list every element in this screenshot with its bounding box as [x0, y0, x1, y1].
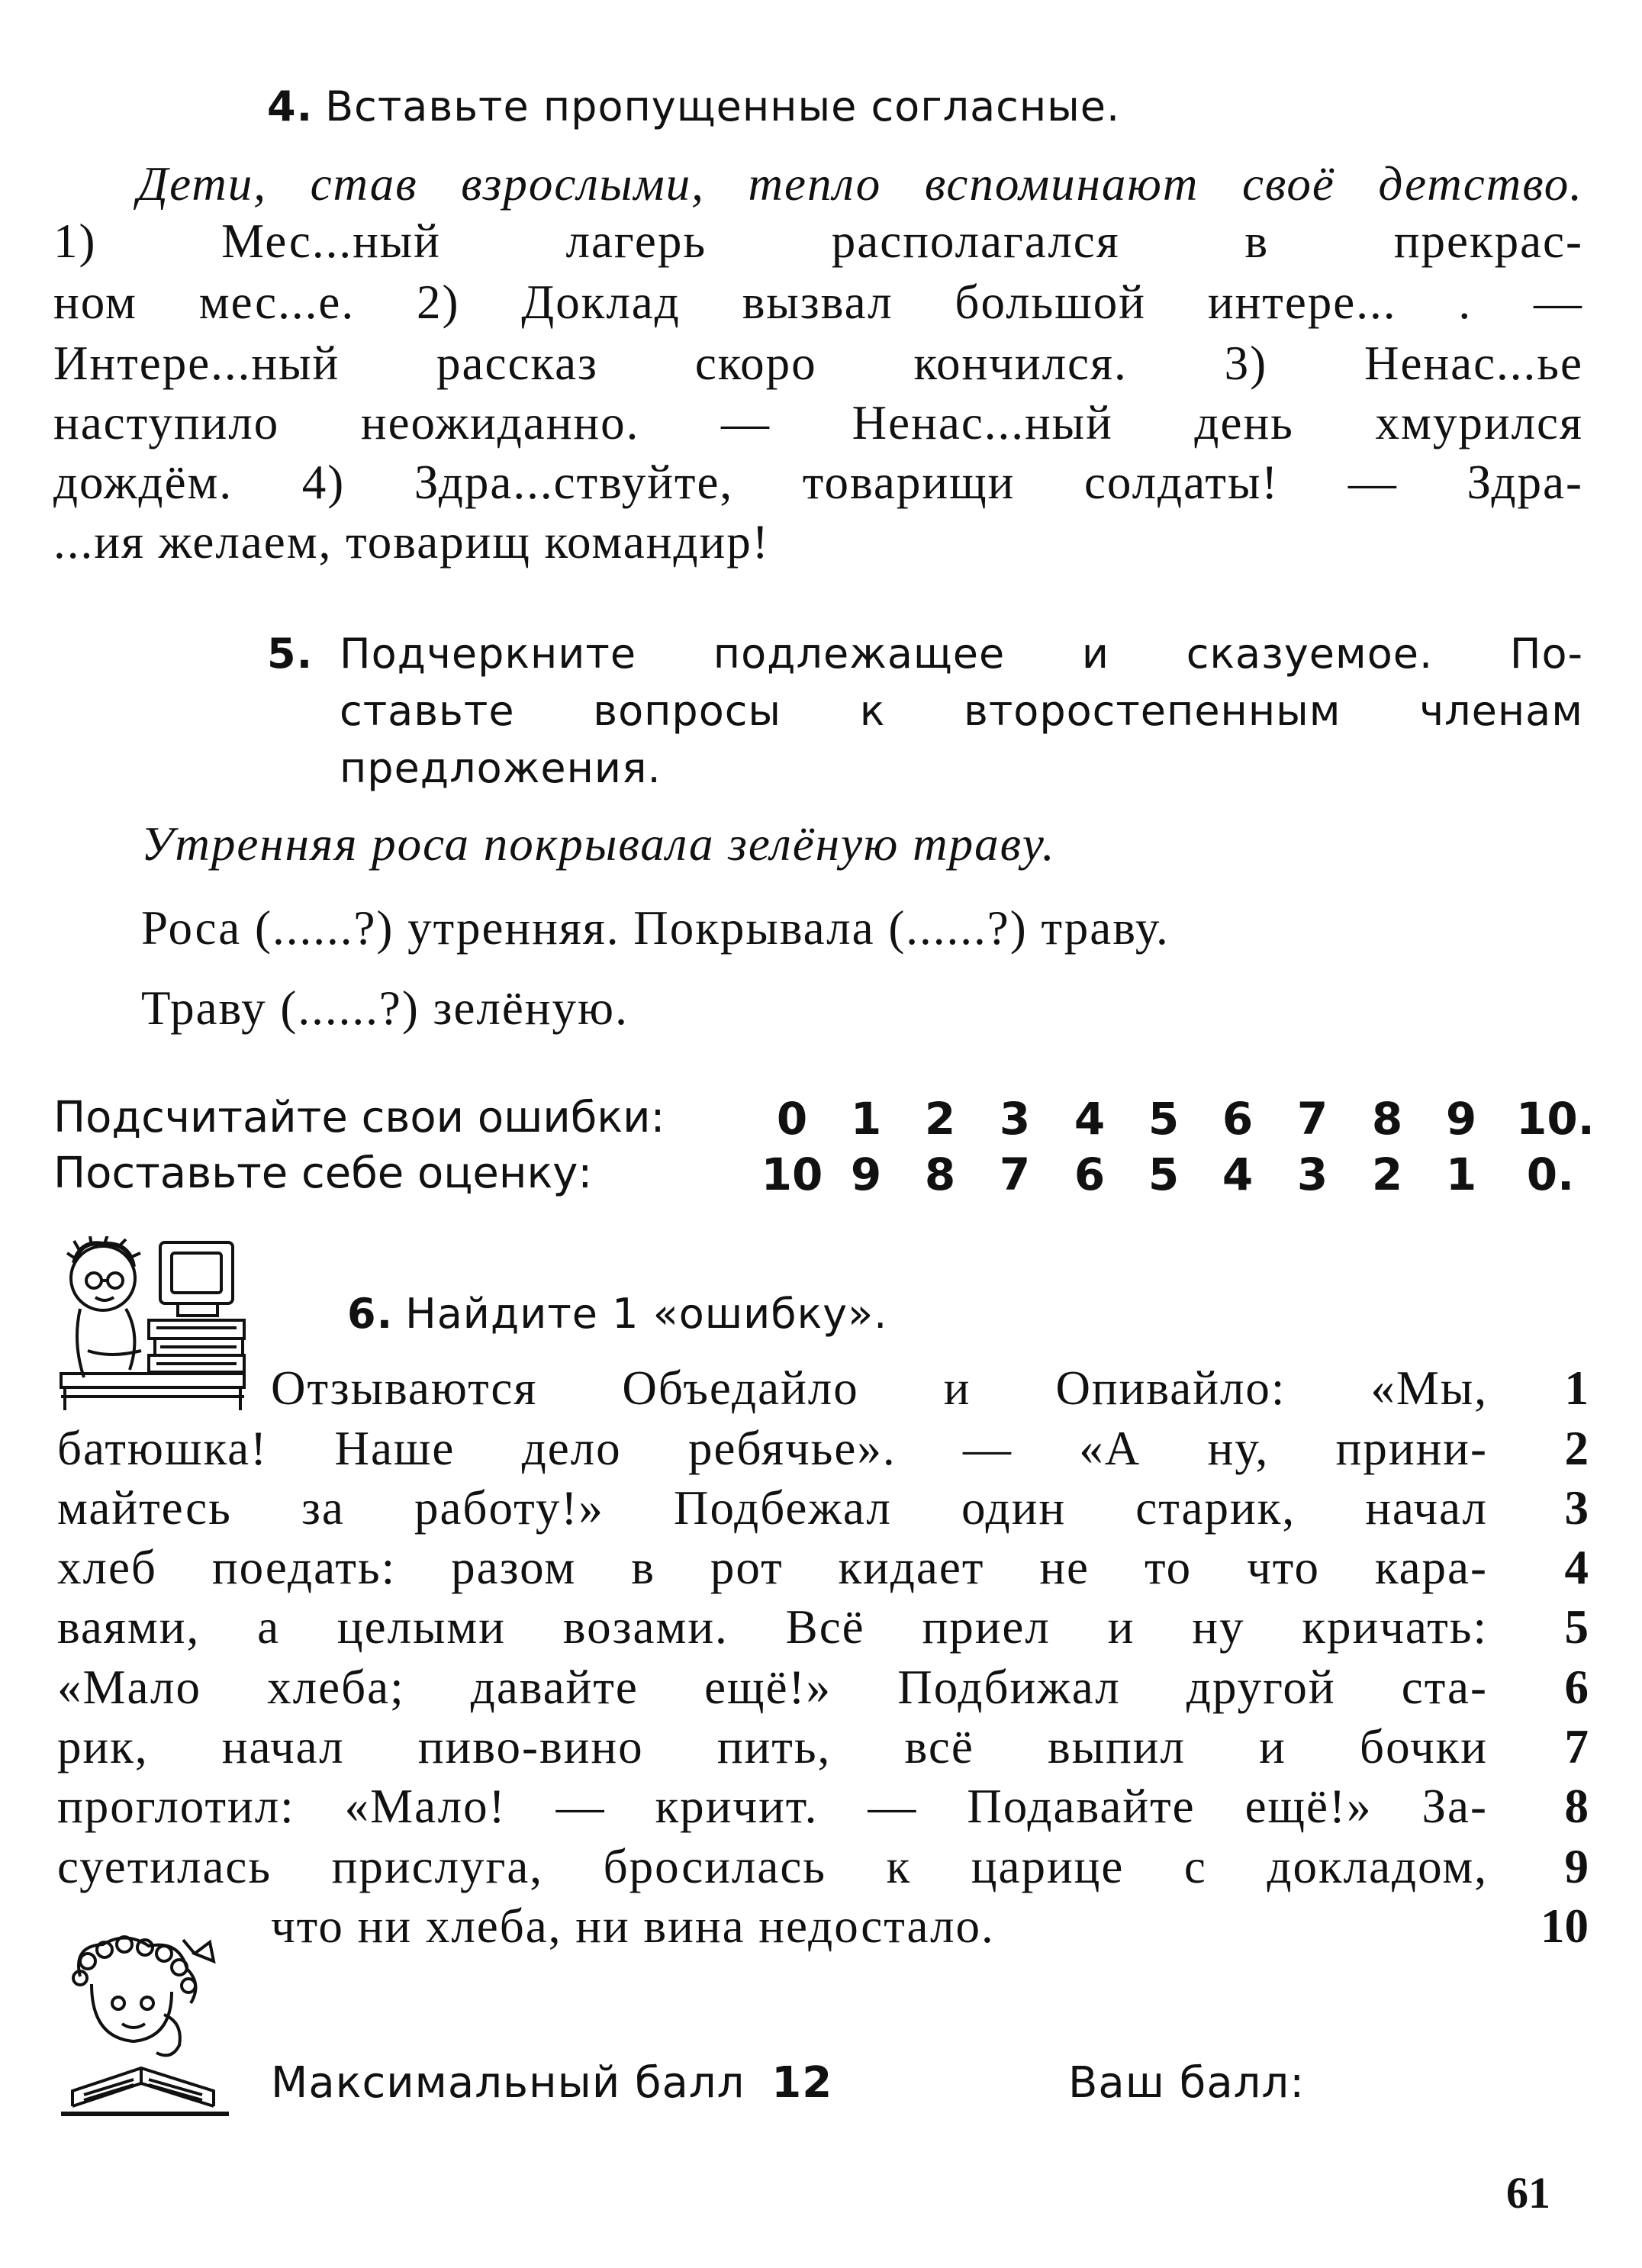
task5-heading-line-1: Подчеркните подлежащее и сказуемое. По-	[340, 630, 1583, 678]
task4-line-2: ном мес...е. 2) Доклад вызвал большой интере... . —	[53, 275, 1583, 329]
task5-sentence: Утренняя роса покрывала зелёную траву.	[141, 817, 1056, 871]
errors-scale-value-2: 2	[924, 1093, 956, 1145]
task6-line-number-6: 6	[1564, 1661, 1589, 1714]
task4-intro: Дети, став взрослыми, тепло вспоминают своё детство.	[137, 157, 1583, 211]
task6-line-2: батюшка! Наше дело ребячье». — «А ну, прини-	[57, 1422, 1488, 1475]
grade-scale-value-9: 1	[1445, 1148, 1477, 1200]
task5-heading-line-3: предложения.	[340, 744, 662, 792]
grade-scale-value-7: 3	[1296, 1148, 1328, 1200]
task6-line-number-10: 10	[1541, 1899, 1589, 1953]
task4-line-4: наступило неожиданно. — Ненас...ный день хмурился	[53, 396, 1583, 449]
errors-scale-value-7: 7	[1296, 1093, 1328, 1145]
task6-line-number-8: 8	[1564, 1780, 1589, 1833]
max-score	[271, 2058, 832, 2108]
grade-scale-value-6: 4	[1222, 1148, 1254, 1200]
errors-scale-value-9: 9	[1445, 1093, 1477, 1145]
task6-line-9: суетилась прислуга, бросилась к царице с докладом,	[57, 1840, 1488, 1893]
task4-line-5: дождём. 4) Здра...ствуйте, товарищи солдаты! — Здра-	[53, 456, 1583, 509]
errors-scale-value-1: 1	[850, 1093, 882, 1145]
task6-line-number-4: 4	[1564, 1541, 1589, 1594]
grade-scale-value-8: 2	[1371, 1148, 1403, 1200]
task4-line-3: Интере...ный рассказ скоро кончился. 3) Ненас...ье	[53, 337, 1583, 390]
max-score-label: Максимальный балл	[271, 2058, 745, 2108]
task4-line-6: ...ия желаем, товарищ командир!	[53, 515, 770, 569]
task6-line-number-9: 9	[1564, 1840, 1589, 1893]
task6-heading	[347, 1290, 887, 1338]
task6-heading-text: Найдите 1 «ошибку».	[405, 1290, 888, 1338]
task5-answer-line-2: Траву (......?) зелёную.	[141, 981, 629, 1035]
max-score-value: 12	[771, 2058, 833, 2108]
task6-line-number-7: 7	[1564, 1720, 1589, 1773]
task4-number: 4.	[267, 82, 314, 130]
grade-label: Поставьте себе оценку:	[53, 1148, 593, 1198]
grade-scale-value-5: 5	[1148, 1148, 1180, 1200]
your-score-label: Ваш балл:	[1068, 2058, 1306, 2108]
task4-line-1: 1) Мес...ный лагерь располагался в прекрас-	[53, 214, 1583, 268]
errors-scale-value-3: 3	[999, 1093, 1031, 1145]
grade-scale-value-2: 8	[924, 1148, 956, 1200]
task6-line-8: проглотил: «Мало! — кричит. — Подавайте ещё!» За-	[57, 1780, 1488, 1833]
task6-line-number-2: 2	[1564, 1422, 1589, 1475]
task6-line-number-1: 1	[1564, 1361, 1589, 1415]
task4-heading-text: Вставьте пропущенные согласные.	[325, 82, 1121, 130]
page-number: 61	[1506, 2168, 1550, 2218]
errors-scale-value-0: 0	[776, 1093, 808, 1145]
task6-line-number-3: 3	[1564, 1481, 1589, 1535]
errors-scale-value-6: 6	[1222, 1093, 1254, 1145]
grade-scale-value-0: 10	[761, 1148, 823, 1200]
grade-scale-value-4: 6	[1074, 1148, 1106, 1200]
task6-number: 6.	[347, 1290, 394, 1338]
task6-line-10: что ни хлеба, ни вина недостало.	[271, 1899, 995, 1953]
task6-line-1: Отзываются Объедайло и Опивайло: «Мы,	[271, 1361, 1488, 1415]
task6-line-6: «Мало хлеба; давайте ещё!» Подбижал другой ста-	[57, 1661, 1488, 1714]
grade-scale-value-1: 9	[850, 1148, 882, 1200]
errors-scale-value-10: 10.	[1516, 1093, 1595, 1145]
task5-number: 5.	[267, 630, 314, 678]
errors-scale-value-4: 4	[1074, 1093, 1106, 1145]
errors-label: Подсчитайте свои ошибки:	[53, 1093, 665, 1142]
task6-line-4: хлеб поедать: разом в рот кидает не то что кара-	[57, 1541, 1488, 1594]
grade-scale-value-10: 0.	[1526, 1148, 1575, 1200]
task4-heading	[267, 82, 1120, 130]
errors-scale-value-5: 5	[1148, 1093, 1180, 1145]
errors-scale-value-8: 8	[1371, 1093, 1403, 1145]
task6-line-number-5: 5	[1564, 1600, 1589, 1654]
task6-line-5: ваями, а целыми возами. Всё приел и ну кричать:	[57, 1600, 1488, 1654]
reading-girl-illustration	[57, 1931, 233, 2121]
task6-line-7: рик, начал пиво-вино пить, всё выпил и бочки	[57, 1720, 1488, 1773]
task5-answer-line-1: Роса (......?) утренняя. Покрывала (......?) траву.	[141, 901, 1170, 955]
task5-heading-line-2: ставьте вопросы к второстепенным членам	[340, 687, 1583, 735]
child-computer-illustration	[57, 1236, 248, 1416]
grade-scale-value-3: 7	[999, 1148, 1031, 1200]
task6-line-3: майтесь за работу!» Подбежал один старик, начал	[57, 1481, 1488, 1535]
